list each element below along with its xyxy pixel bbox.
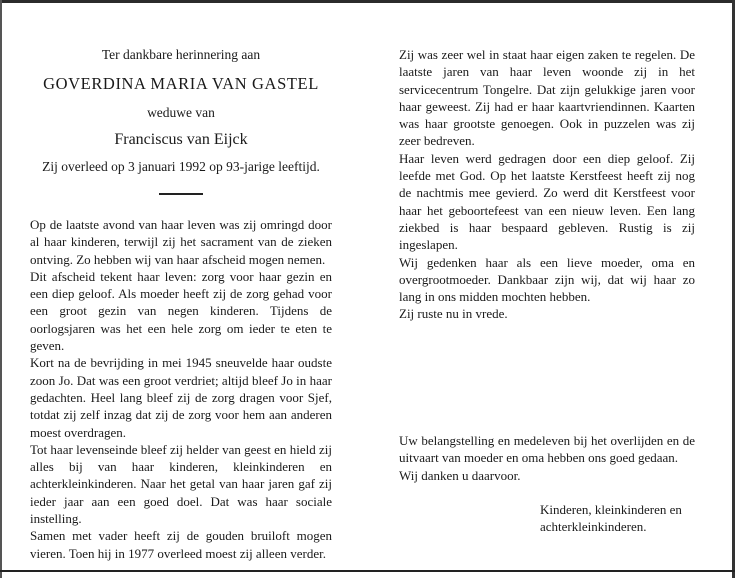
right-panel	[399, 46, 695, 323]
paragraph: Kort na de bevrijding in mei 1945 sneuvelde haar oudste zoon Jo. Dat was een groot verdriet; altijd bleef Jo in haar gedachten. Heel lang bleef zij de zorg dragen voor Sjef, totdat zij zelf inzag dat zij de zorg voor hem aan anderen moest overdragen.	[30, 355, 332, 440]
left-body	[30, 216, 332, 562]
deceased-name: GOVERDINA MARIA VAN GASTEL	[43, 74, 319, 93]
thanks-line: Wij danken u daarvoor.	[399, 467, 521, 483]
divider-rule	[159, 193, 203, 195]
acknowledgement-text: Uw belangstelling en medeleven bij het overlijden en de uitvaart van moeder en oma hebben ons goed gedaan.	[399, 433, 695, 466]
family-signature: Kinderen, kleinkinderen en achterkleinkinderen.	[540, 502, 682, 535]
spouse-name: Franciscus van Eijck	[114, 131, 248, 148]
left-panel	[30, 46, 332, 562]
paragraph: Tot haar levenseinde bleef zij helder van geest en hield zij alles bij van haar kinderen, kleinkinderen en achterkleinkinderen. Naar het getal van haar jaren gaf zij ieder jaar aan een goed doel. Dat was haar sociale instelling.	[30, 441, 332, 527]
paragraph: Wij gedenken haar als een lieve moeder, oma en overgrootmoeder. Dankbaar zijn wij, dat wij haar zo lang in ons midden mochten hebben.	[399, 254, 695, 305]
paragraph: Op de laatste avond van haar leven was zij omringd door al haar kinderen, terwijl zij het sacrament van de zieken ontving. Zo hebben wij van haar afscheid mogen nemen.	[30, 217, 332, 267]
paragraph: Samen met vader heeft zij de gouden bruiloft mogen vieren. Toen hij in 1977 overleed moest zij alleen verder.	[30, 528, 332, 561]
right-body	[399, 46, 695, 323]
top-edge-line	[0, 0, 735, 3]
death-date-line: Zij overleed op 3 januari 1992 op 93-jarige leeftijd.	[42, 159, 320, 174]
intro-line: Ter dankbare herinnering aan	[101, 47, 261, 62]
paragraph: Zij ruste nu in vrede.	[399, 306, 508, 322]
paragraph: Zij was zeer wel in staat haar eigen zaken te regelen. De laatste jaren van haar leven woonde zij in het servicecentrum Tongelre. Dat zijn gelukkige jaren voor haar geweest. Zij had er haar kaartvriendinnen. Kaarten was haar grootste genoegen. Ook in puzzelen was zij zeer bedreven.	[399, 47, 695, 149]
paragraph: Dit afscheid tekent haar leven: zorg voor haar gezin en een diep geloof. Als moeder heeft zij de zorg gehad voor een groot gezin van negen kinderen. Tijdens de oorlogsjaren was het een hele zorg om ieder te eten te geven.	[30, 268, 332, 354]
left-edge-line	[0, 0, 2, 578]
paragraph: Haar leven werd gedragen door een diep geloof. Zij leefde met God. Op het laatste Kerstfeest heeft zij nog de nachtmis mee gevierd. Zo werd dit Kerstfeest voor haar het geboortefeest van een nieuw leven. Een lang ziekbed is haar bespaard gebleven. Rustig is zij ingeslapen.	[399, 150, 695, 253]
widow-line: weduwe van	[147, 105, 215, 120]
acknowledgement	[399, 432, 695, 484]
bottom-edge-line	[0, 570, 735, 572]
